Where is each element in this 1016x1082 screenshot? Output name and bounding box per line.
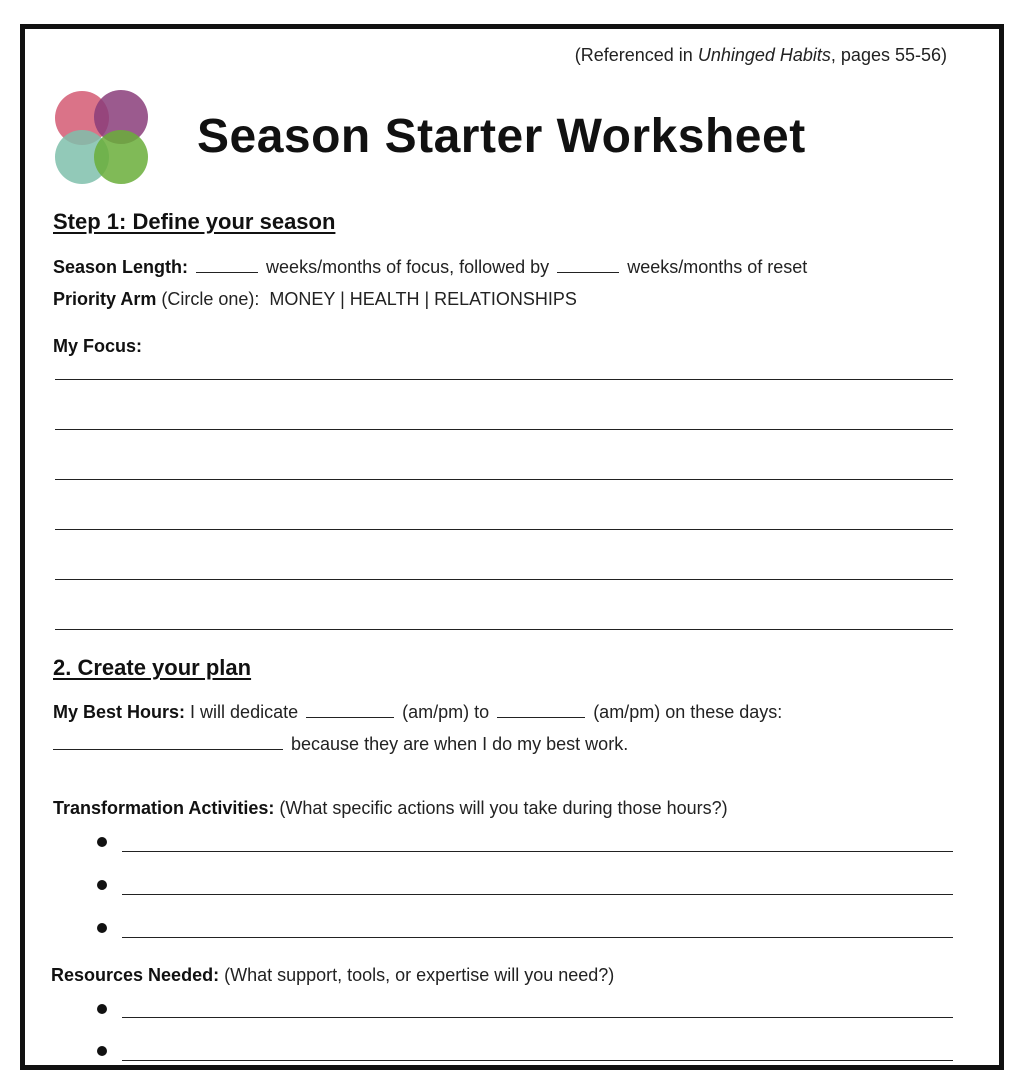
step2-heading: 2. Create your plan <box>53 655 252 680</box>
activity-write-line[interactable] <box>122 851 953 852</box>
resource-write-line[interactable] <box>122 1017 953 1018</box>
reference-prefix: (Referenced in <box>574 45 698 65</box>
bullet-icon <box>97 1004 107 1014</box>
focus-write-line[interactable] <box>55 579 953 580</box>
page-title: Season Starter Worksheet <box>197 110 806 163</box>
resource-write-line[interactable] <box>122 1060 953 1061</box>
bullet-icon <box>97 880 107 890</box>
best-days-text: because they are when I do my best work. <box>291 734 629 754</box>
worksheet-page <box>20 24 1004 1070</box>
best-days-row <box>53 734 628 755</box>
reference-pages: , pages 55-56) <box>830 45 947 65</box>
activity-write-line[interactable] <box>122 894 953 895</box>
my-focus-label: My Focus: <box>53 336 143 356</box>
season-length-label: Season Length: <box>53 257 189 277</box>
step1-heading: Step 1: Define your season <box>53 209 336 234</box>
venn-logo-icon <box>55 89 153 187</box>
activity-write-line[interactable] <box>122 937 953 938</box>
start-time-blank[interactable] <box>306 703 394 718</box>
bullet-icon <box>97 837 107 847</box>
priority-arm-label: Priority Arm <box>53 289 157 309</box>
logo-circle-green <box>94 130 148 184</box>
priority-arm-options[interactable]: MONEY | HEALTH | RELATIONSHIPS <box>269 289 577 309</box>
activities-row <box>53 798 728 819</box>
best-hours-text: (am/pm) to <box>402 702 490 722</box>
best-hours-text: I will dedicate <box>190 702 299 722</box>
resources-row <box>51 965 614 986</box>
activities-hint: (What specific actions will you take during those hours?) <box>279 798 728 818</box>
days-blank[interactable] <box>53 735 283 750</box>
bullet-icon <box>97 1046 107 1056</box>
activities-label: Transformation Activities: <box>53 798 275 818</box>
priority-arm-row <box>53 289 577 310</box>
season-length-end-text: weeks/months of reset <box>627 257 808 277</box>
bullet-icon <box>97 923 107 933</box>
focus-write-line[interactable] <box>55 379 953 380</box>
season-length-row <box>53 257 807 278</box>
my-focus-row <box>53 336 142 357</box>
reference-book-title: Unhinged Habits <box>697 45 831 65</box>
end-time-blank[interactable] <box>497 703 585 718</box>
resources-label: Resources Needed: <box>51 965 220 985</box>
priority-arm-hint: (Circle one): <box>161 289 260 309</box>
season-focus-blank[interactable] <box>196 258 258 273</box>
season-reset-blank[interactable] <box>557 258 619 273</box>
best-hours-row <box>53 702 782 723</box>
resources-hint: (What support, tools, or expertise will you need?) <box>224 965 615 985</box>
reference-note <box>575 45 947 66</box>
best-hours-text: (am/pm) on these days: <box>593 702 783 722</box>
focus-write-line[interactable] <box>55 529 953 530</box>
focus-write-line[interactable] <box>55 479 953 480</box>
season-length-mid-text: weeks/months of focus, followed by <box>266 257 550 277</box>
focus-write-line[interactable] <box>55 429 953 430</box>
best-hours-label: My Best Hours: <box>53 702 186 722</box>
focus-write-line[interactable] <box>55 629 953 630</box>
